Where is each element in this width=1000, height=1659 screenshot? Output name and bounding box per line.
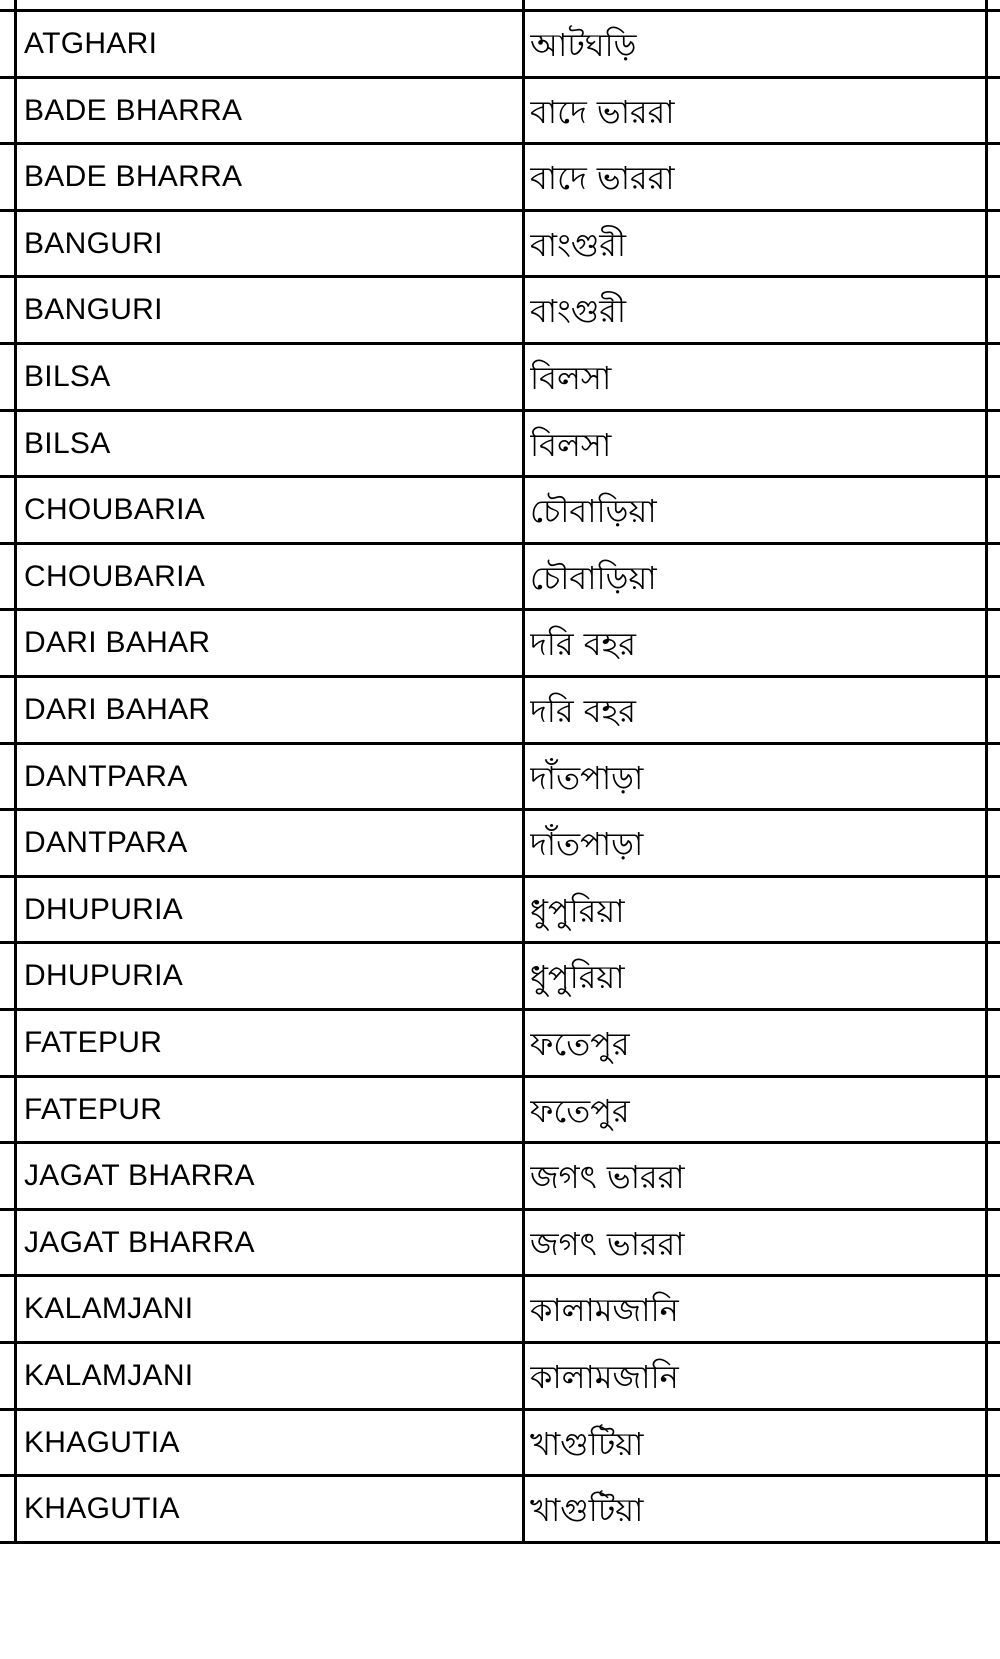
table-row	[0, 811, 1000, 878]
english-name-cell: DHUPURIA	[24, 892, 184, 926]
english-name-cell: DANTPARA	[24, 826, 188, 860]
english-name-cell: KHAGUTIA	[24, 1492, 180, 1526]
english-name-cell: DANTPARA	[24, 759, 188, 793]
english-name-cell: JAGAT BHARRA	[24, 1225, 255, 1259]
bengali-name-cell: বাংগুরী	[530, 225, 626, 264]
english-name-cell: KALAMJANI	[24, 1292, 194, 1326]
english-name-cell: BADE BHARRA	[24, 93, 243, 127]
table-row	[0, 745, 1000, 812]
english-name-cell: CHOUBARIA	[24, 559, 206, 593]
english-name-cell: ATGHARI	[24, 27, 158, 60]
table-row	[0, 545, 1000, 612]
table-row	[0, 878, 1000, 945]
bengali-name-cell: আটঘড়ি	[530, 26, 637, 64]
bengali-name-cell: খাগুটিয়া	[530, 1424, 644, 1463]
table-row	[0, 412, 1000, 479]
table-row	[0, 1277, 1000, 1344]
english-name-cell: DARI BAHAR	[24, 693, 211, 726]
table-row	[0, 1477, 1000, 1544]
bengali-name-cell: জগৎ ভাররা	[530, 1224, 685, 1263]
table-row	[0, 145, 1000, 212]
english-name-cell: DHUPURIA	[24, 959, 184, 993]
table-row	[0, 1011, 1000, 1078]
bengali-name-cell: ধুপুরিয়া	[530, 958, 625, 997]
english-name-cell: JAGAT BHARRA	[24, 1159, 255, 1193]
table-row	[0, 944, 1000, 1011]
english-name-cell: KHAGUTIA	[24, 1425, 180, 1459]
english-name-cell: BADE BHARRA	[24, 160, 243, 194]
table-row	[0, 478, 1000, 545]
bengali-name-cell: চৌবাড়িয়া	[530, 558, 657, 597]
table-row	[0, 1344, 1000, 1411]
bengali-name-cell: দরি বহর	[530, 692, 636, 730]
bengali-name-cell: চৌবাড়িয়া	[530, 492, 657, 531]
english-name-cell: DARI BAHAR	[24, 626, 211, 660]
bengali-name-cell: বিলসা	[530, 425, 612, 464]
table-row	[0, 1411, 1000, 1478]
table-row	[0, 611, 1000, 678]
table-row	[0, 278, 1000, 345]
bengali-name-cell: ফতেপুর	[530, 1091, 630, 1130]
table-row	[0, 212, 1000, 279]
english-name-cell: BILSA	[24, 426, 111, 460]
english-name-cell: BANGURI	[24, 226, 163, 260]
table-row	[0, 79, 1000, 146]
table-row	[0, 1211, 1000, 1278]
bengali-name-cell: দাঁতপাড়া	[530, 825, 644, 864]
table-row	[0, 12, 1000, 79]
english-name-cell: BILSA	[24, 360, 111, 393]
english-name-cell: FATEPUR	[24, 1092, 163, 1126]
right-border-line	[985, 0, 988, 1544]
table-row	[0, 345, 1000, 412]
english-name-cell: BANGURI	[24, 293, 163, 327]
bengali-name-cell: জগৎ ভাররা	[530, 1158, 685, 1197]
english-name-cell: CHOUBARIA	[24, 493, 206, 527]
cut-off-header-row	[0, 0, 1000, 12]
english-name-cell: KALAMJANI	[24, 1359, 194, 1392]
bengali-name-cell: দরি বহর	[530, 625, 636, 664]
left-border-line	[14, 0, 17, 1544]
bengali-name-cell: বাদে ভাররা	[530, 159, 675, 198]
english-name-cell: FATEPUR	[24, 1026, 163, 1059]
table-row	[0, 1144, 1000, 1211]
bengali-name-cell: বিলসা	[530, 359, 612, 397]
bengali-name-cell: দাঁতপাড়া	[530, 758, 644, 797]
bengali-name-cell: ধুপুরিয়া	[530, 891, 625, 930]
bengali-name-cell: বাংগুরী	[530, 292, 626, 331]
bengali-name-cell: কালামজানি	[530, 1291, 679, 1330]
table-row	[0, 678, 1000, 745]
bengali-name-cell: বাদে ভাররা	[530, 92, 675, 131]
table-row	[0, 1078, 1000, 1145]
bengali-name-cell: ফতেপুর	[530, 1025, 630, 1063]
bengali-name-cell: কালামজানি	[530, 1358, 679, 1396]
column-divider-line	[522, 0, 525, 1544]
bengali-name-cell: খাগুটিয়া	[530, 1491, 644, 1530]
